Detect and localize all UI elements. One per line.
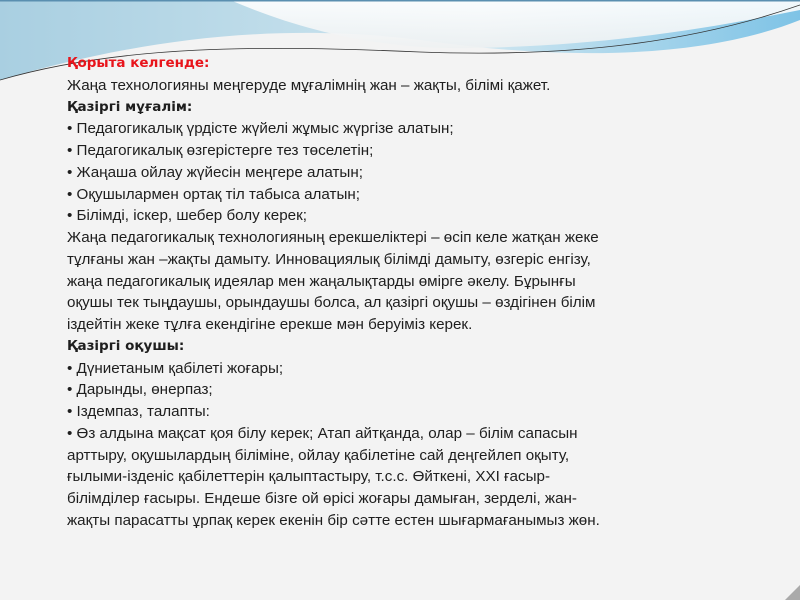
list-item: • Іздемпаз, талапты: [67,403,210,420]
conclusion-heading: Қорыта келгенде: [67,55,210,71]
teacher-heading: Қазіргі мұғалім: [67,98,193,115]
list-item: • Білімді, іскер, шебер болу керек; [67,207,307,225]
list-item: • Педагогикалық өзгерістерге тез төселетін; [67,142,374,159]
list-item: • Дарынды, өнерпаз; [67,381,213,399]
final-line: ғылыми-ізденіс қабілеттерін қалыптастыру, т.с.с. Өйткені, XXI ғасыр- [67,468,551,486]
list-item: • Дүниетаным қабілеті жоғары; [67,359,284,377]
paragraph-line: іздейтін жеке тұлға екендігіне ерекше мән беруіміз керек. [67,316,473,333]
intro-line: Жаңа технологияны меңгеруде мұғалімнің жан – жақты, білімі қажет. [67,76,551,94]
paragraph-line: Жаңа педагогикалық технологияның ерекшеліктері – өсіп келе жатқан жеке [67,229,599,246]
list-item: • Жаңаша ойлау жүйесін меңгере алатын; [67,163,363,181]
list-item: • Оқушылармен ортақ тіл табыса алатын; [67,185,361,203]
paragraph-line: жаңа педагогикалық идеялар мен жаңалықтарды өмірге әкелу. Бұрынғы [67,272,576,290]
list-item: • Педагогикалық үрдісте жүйелі жұмыс жүргізе алатын; [67,120,454,138]
student-heading: Қазіргі оқушы: [67,337,185,354]
slide-body [67,53,767,532]
paragraph-line: оқушы тек тыңдаушы, орындаушы болса, ал қазіргі оқушы – өздігінен білім [67,294,596,312]
final-line: • Өз алдына мақсат қоя білу керек; Атап айтқанда, олар – білім сапасын [67,424,578,442]
paragraph-line: тұлғаны жан –жақты дамыту. Инновациялық білімді дамыту, өзгеріс енгізу, [67,250,591,268]
final-line: жақты парасатты ұрпақ керек екенін бір сәтте естен шығармағанымыз жөн. [67,511,600,529]
final-line: білімділер ғасыры. Ендеше бізге ой өрісі жоғары дамыған, зерделі, жан- [67,490,577,507]
final-line: арттыру, оқушылардың біліміне, ойлау қабілетіне сай деңгейлеп оқыту, [67,446,570,464]
